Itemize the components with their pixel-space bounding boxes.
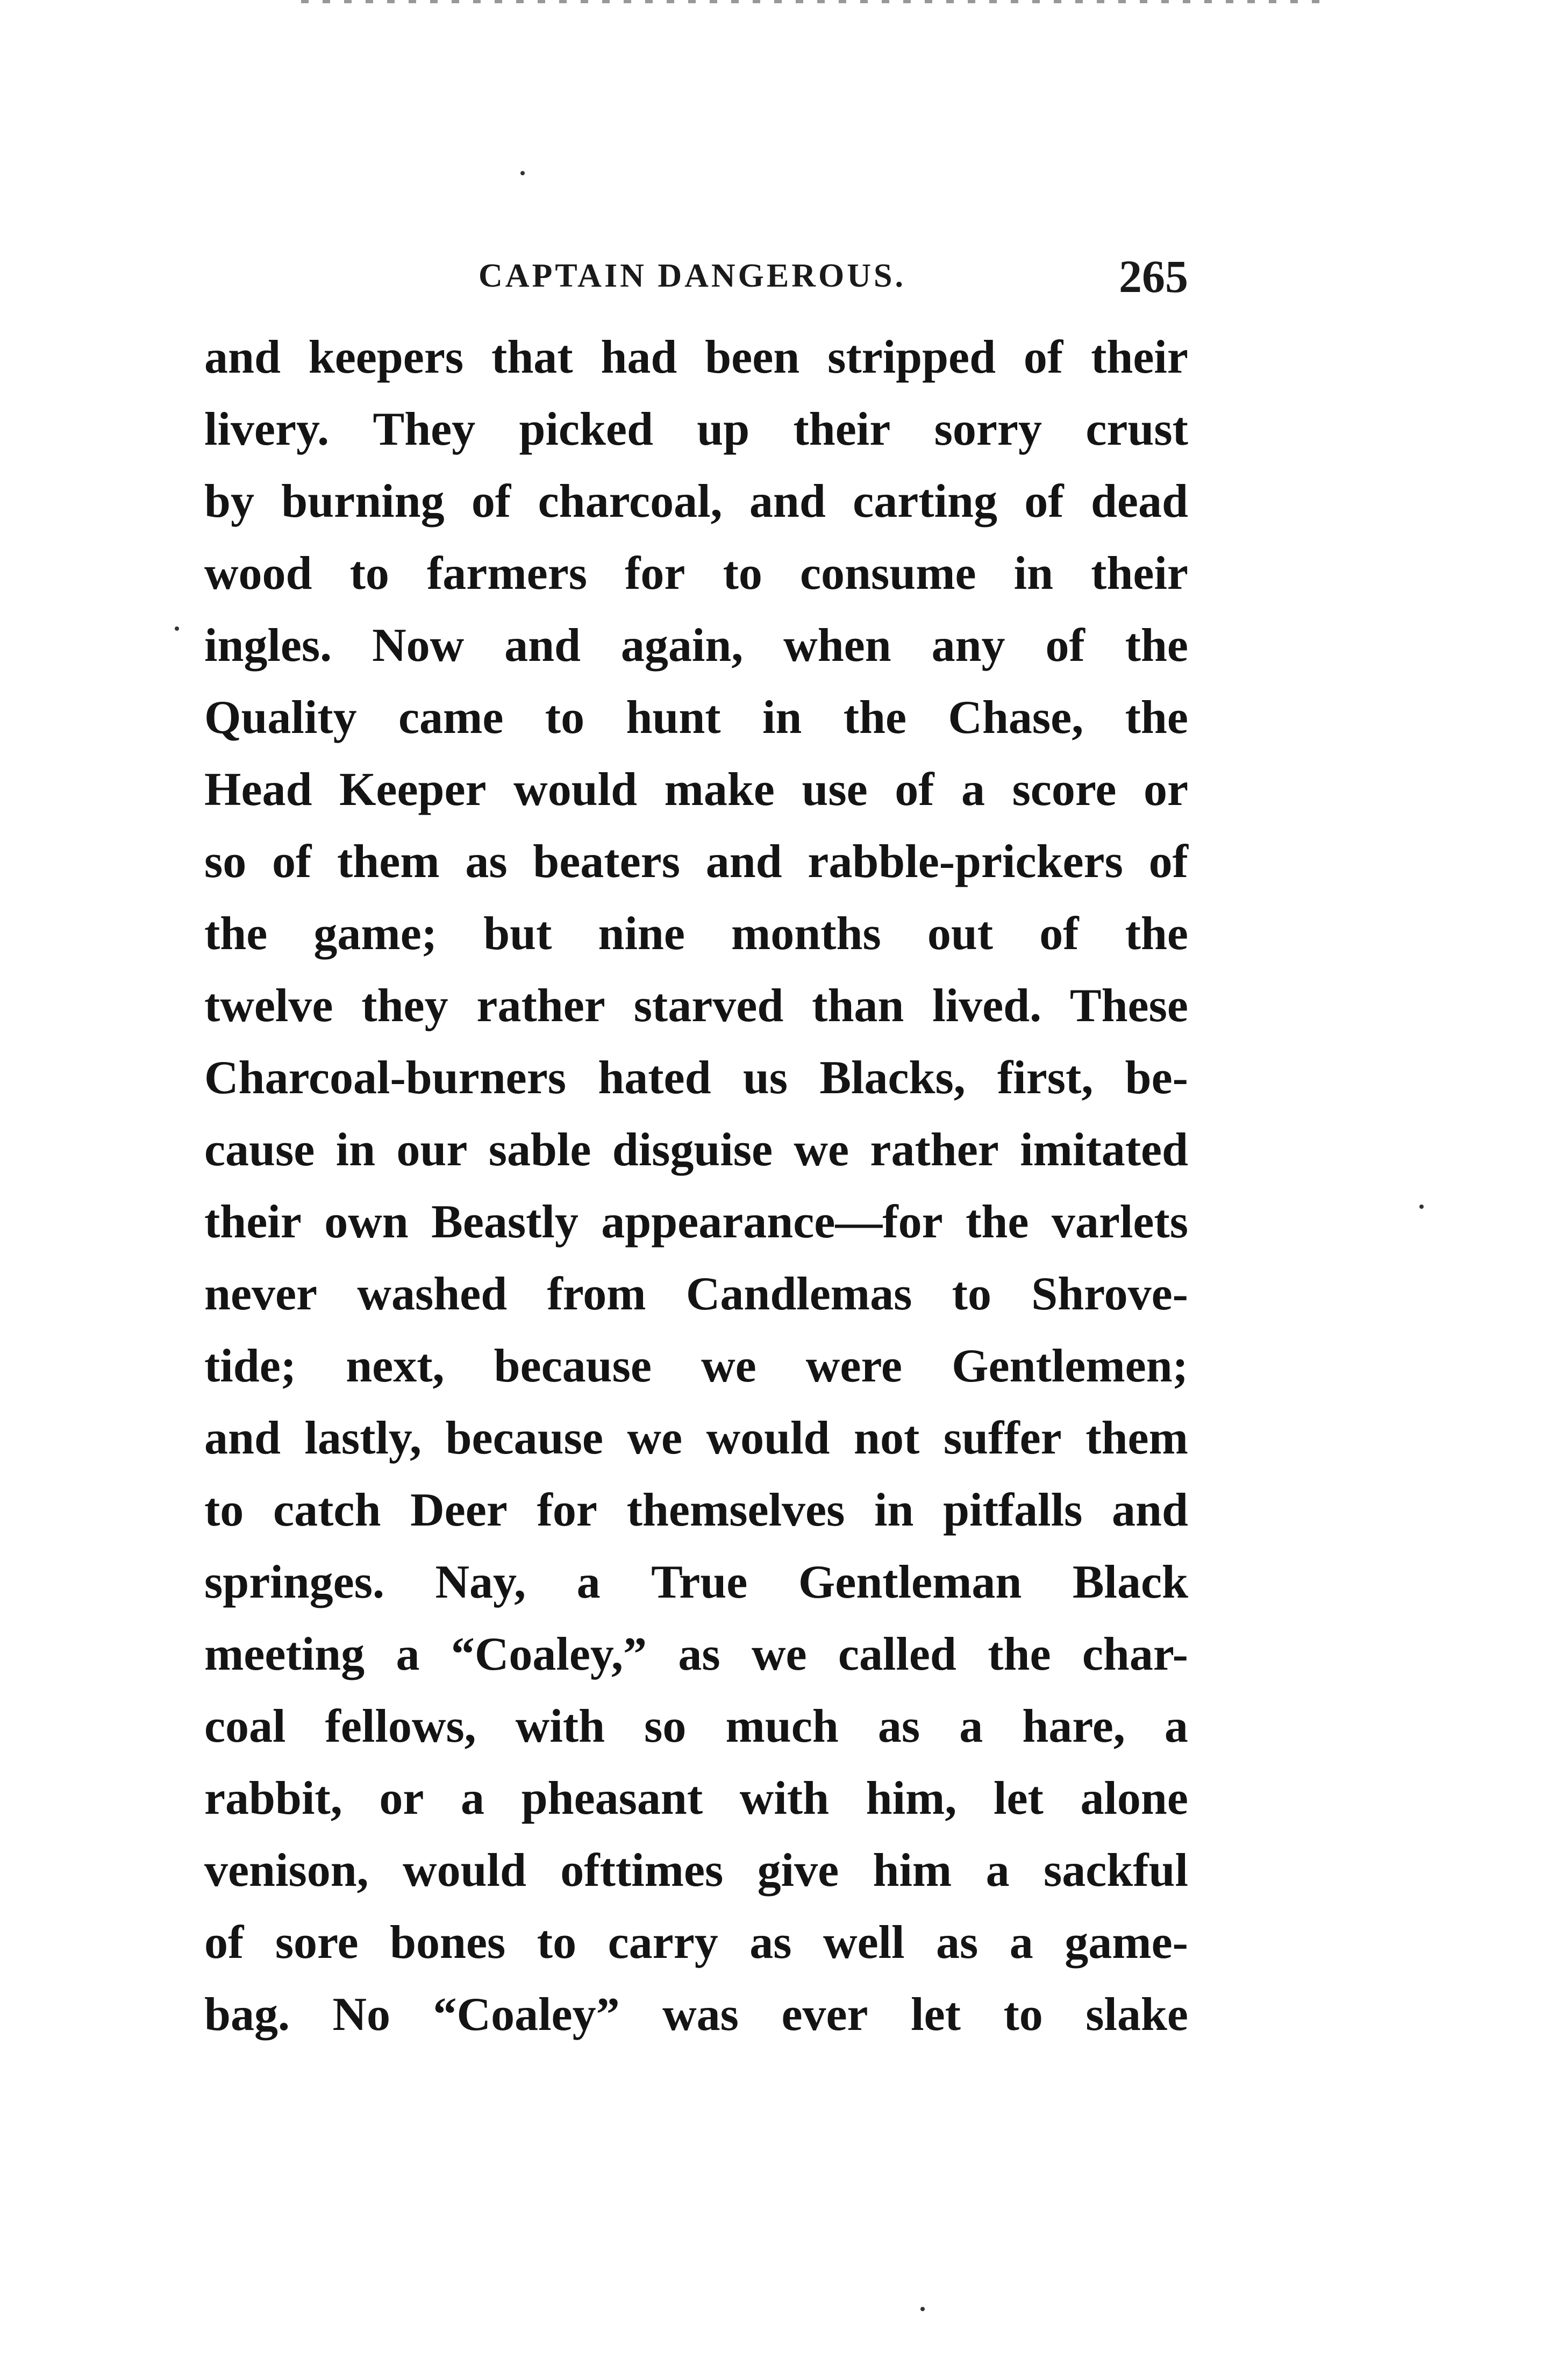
text-line [204,1042,1188,1114]
word: game; [313,908,438,960]
word: twelve [204,980,333,1032]
word: was [662,1989,739,2041]
word: catch [273,1484,381,1536]
word: pheasant [521,1772,703,1825]
word: of [1039,908,1079,960]
word: the [1125,619,1188,672]
word: the [966,1196,1029,1248]
word: beaters [533,836,680,888]
word: imitated [1020,1124,1188,1176]
word: Chase, [948,692,1084,744]
word: them [337,836,440,888]
word: they [361,980,448,1032]
text-line [204,754,1188,826]
word: to [545,692,585,744]
word: a [1009,1916,1033,1969]
word: were [805,1340,902,1392]
word: with [515,1700,605,1752]
word: own [324,1196,409,1248]
word: appearance—for [601,1196,943,1248]
word: disguise [612,1124,773,1176]
word: be- [1125,1052,1188,1104]
word: would [706,1412,830,1464]
word: rather [476,980,605,1032]
word: the [843,692,907,744]
word: hated [598,1052,711,1104]
word: him, [866,1772,957,1825]
word: of [471,475,511,528]
word: them [1085,1412,1188,1464]
word: would [513,764,638,816]
word: tide; [204,1340,297,1392]
word: dead [1090,475,1188,528]
word: burning [281,475,445,528]
word: a [959,1700,983,1752]
word: rather [870,1124,999,1176]
word: suffer [943,1412,1062,1464]
text-line [204,1474,1188,1547]
word: and [204,1412,281,1464]
word: starved [633,980,784,1032]
word: for [537,1484,597,1536]
word: to [349,547,389,600]
word: that [491,331,573,383]
word: of [1045,619,1085,672]
word: venison, [204,1844,369,1897]
word: much [725,1700,839,1752]
word: the [1125,908,1188,960]
word: Head [204,764,312,816]
word: so [644,1700,687,1752]
word: out [927,908,994,960]
text-line [204,1186,1188,1258]
word: give [757,1844,839,1897]
word: to [952,1268,991,1320]
word: us [742,1052,788,1104]
text-line [204,1691,1188,1763]
text-line [204,826,1188,898]
word: Now [372,619,465,672]
word: ingles. [204,619,332,672]
word: their [793,403,891,455]
word: alone [1080,1772,1188,1825]
word: springes. [204,1556,384,1608]
word: Quality [204,692,357,744]
word: any [931,619,1005,672]
word: keepers [308,331,464,383]
word: sable [488,1124,591,1176]
word: of [895,764,934,816]
word: Shrove- [1031,1268,1188,1320]
word: been [705,331,800,383]
word: as [936,1916,979,1969]
word: themselves [626,1484,845,1536]
word: but [483,908,552,960]
word: and [749,475,826,528]
word: well [823,1916,905,1969]
word: when [783,619,891,672]
word: ofttimes [560,1844,724,1897]
word: sackful [1043,1844,1188,1897]
word: picked [519,403,653,455]
text-line [204,1402,1188,1474]
word: bag. [204,1989,290,2041]
word: a [396,1628,420,1680]
word: called [838,1628,956,1680]
word: bones [390,1916,506,1969]
word: not [854,1412,920,1464]
word: ever [781,1989,868,2041]
word: as [749,1916,792,1969]
text-line [204,1330,1188,1402]
word: Gentlemen; [952,1340,1188,1392]
word: him [873,1844,952,1897]
word: because [445,1412,603,1464]
word: came [398,692,504,744]
word: we [627,1412,683,1464]
word: Gentleman [798,1556,1022,1608]
word: slake [1085,1989,1188,2041]
text-line [204,898,1188,970]
word: had [601,331,677,383]
body-text [204,322,1188,2051]
word: of [1024,475,1064,528]
word: make [664,764,775,816]
word: the [1125,692,1188,744]
word: hunt [626,692,721,744]
word: to [537,1916,577,1969]
text-line [204,970,1188,1042]
word: we [794,1124,849,1176]
word: and [1112,1484,1188,1536]
word: charcoal, [538,475,723,528]
word: or [1143,764,1188,816]
word: first, [997,1052,1094,1104]
word: a [1164,1700,1188,1752]
text-line [204,1835,1188,1907]
word: meeting [204,1628,365,1680]
scan-speck [175,626,179,631]
word: so [204,836,247,888]
text-line [204,538,1188,610]
word: “Coaley,” [451,1628,647,1680]
text-line [204,1114,1188,1186]
word: and [705,836,782,888]
text-line [204,1547,1188,1619]
word: True [651,1556,748,1608]
text-line [204,1979,1188,2051]
text-line [204,1907,1188,1979]
running-head [204,253,1188,312]
word: of [272,836,312,888]
word: let [911,1989,961,2041]
word: a [961,764,985,816]
word: crust [1085,403,1188,455]
scan-edge-artifact [301,0,1323,3]
word: for [625,547,685,600]
word: pitfalls [943,1484,1083,1536]
text-line [204,1763,1188,1835]
word: never [204,1268,318,1320]
word: Deer [410,1484,508,1536]
word: consume [800,547,976,600]
word: the [988,1628,1051,1680]
word: to [1003,1989,1043,2041]
word: use [802,764,868,816]
word: game- [1065,1916,1188,1969]
word: wood [204,547,312,600]
word: next, [346,1340,445,1392]
word: Charcoal-burners [204,1052,567,1104]
word: stripped [827,331,996,383]
word: Black [1072,1556,1188,1608]
word: of [1023,331,1063,383]
word: “Coaley” [433,1989,620,2041]
text-line [204,1258,1188,1330]
word: by [204,475,254,528]
word: and [504,619,581,672]
word: in [335,1124,376,1176]
word: a [576,1556,601,1608]
word: a [985,1844,1010,1897]
word: as [465,836,508,888]
word: let [994,1772,1044,1825]
text-line [204,322,1188,394]
word: rabble-prickers [808,836,1123,888]
word: char- [1082,1628,1188,1680]
word: in [1013,547,1054,600]
word: would [403,1844,526,1897]
word: livery. [204,403,330,455]
scan-speck [920,2307,925,2311]
word: Blacks, [819,1052,966,1104]
word: in [874,1484,914,1536]
scan-speck [520,171,525,175]
word: rabbit, [204,1772,342,1825]
word: varlets [1051,1196,1188,1248]
word: months [731,908,881,960]
word: as [877,1700,920,1752]
word: Nay, [435,1556,526,1608]
text-line [204,466,1188,538]
running-title: CAPTAIN DANGEROUS. [478,258,906,294]
word: in [762,692,802,744]
word: than [812,980,904,1032]
word: we [751,1628,807,1680]
word: again, [620,619,744,672]
word: cause [204,1124,315,1176]
word: These [1069,980,1188,1032]
word: we [701,1340,756,1392]
word: their [204,1196,302,1248]
page-number: 265 [1119,251,1188,302]
word: They [373,403,476,455]
word: to [723,547,762,600]
word: a [461,1772,485,1825]
word: No [332,1989,391,2041]
word: coal [204,1700,286,1752]
word: sore [275,1916,359,1969]
text-line [204,610,1188,682]
word: hare, [1022,1700,1125,1752]
word: farmers [427,547,588,600]
word: from [547,1268,646,1320]
word: our [396,1124,468,1176]
word: because [494,1340,652,1392]
word: to [204,1484,244,1536]
word: washed [357,1268,508,1320]
word: score [1012,764,1117,816]
word: carry [608,1916,718,1969]
word: carting [853,475,997,528]
word: and [204,331,281,383]
word: as [678,1628,720,1680]
word: with [739,1772,830,1825]
word: lastly, [304,1412,422,1464]
word: of [1148,836,1188,888]
word: fellows, [325,1700,476,1752]
word: Keeper [339,764,487,816]
word: Beastly [431,1196,578,1248]
word: nine [598,908,685,960]
word: Candlemas [685,1268,912,1320]
scan-speck [1419,1205,1424,1209]
text-line [204,394,1188,466]
word: or [379,1772,424,1825]
text-line [204,1619,1188,1691]
word: their [1091,331,1188,383]
word: lived. [932,980,1042,1032]
text-line [204,682,1188,754]
word: up [697,403,750,455]
word: of [204,1916,244,1969]
word: sorry [934,403,1042,455]
word: their [1091,547,1188,600]
word: the [204,908,268,960]
